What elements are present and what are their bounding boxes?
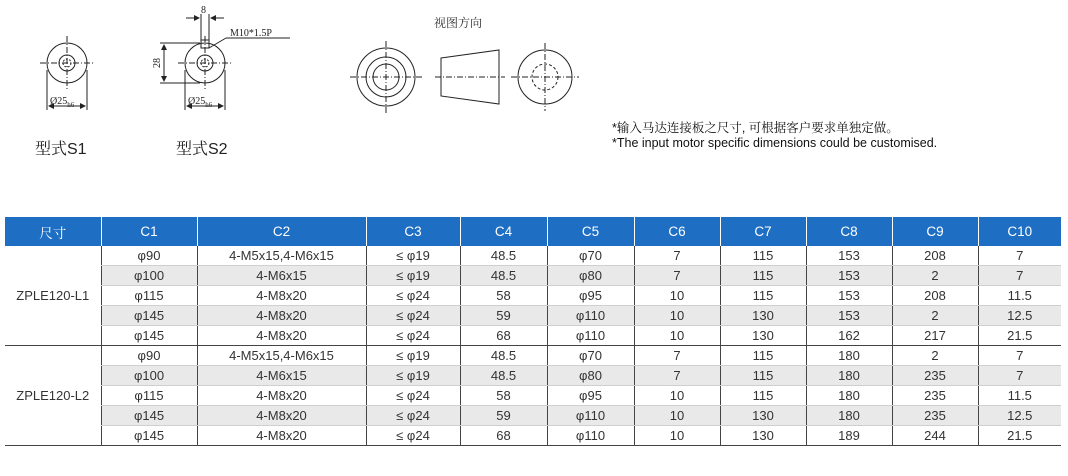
table-cell: 4-M8x20 xyxy=(197,326,366,346)
table-cell: 48.5 xyxy=(460,266,547,286)
model-cell: ZPLE120-L1 xyxy=(5,246,101,346)
s1-label: 型式S1 xyxy=(35,141,87,158)
table-cell: ≤ φ24 xyxy=(366,286,460,306)
table-cell: 12.5 xyxy=(978,406,1061,426)
table-cell: 48.5 xyxy=(460,346,547,366)
table-cell: 11.5 xyxy=(978,286,1061,306)
view-side-drawing xyxy=(435,50,505,104)
table-cell: 130 xyxy=(720,306,806,326)
view-direction-label: 视图方向 xyxy=(434,16,483,30)
table-row xyxy=(5,246,1061,266)
table-cell: φ80 xyxy=(547,266,634,286)
table-cell: ≤ φ19 xyxy=(366,246,460,266)
table-cell: 4-M6x15 xyxy=(197,266,366,286)
table-cell: 115 xyxy=(720,366,806,386)
table-cell: 4-M5x15,4-M6x15 xyxy=(197,246,366,266)
header-c3: C3 xyxy=(366,217,460,246)
table-cell: φ110 xyxy=(547,406,634,426)
s2-thread-label: M10*1.5P xyxy=(230,28,272,39)
table-cell: 115 xyxy=(720,386,806,406)
header-c10: C10 xyxy=(978,217,1061,246)
table-row xyxy=(5,346,1061,366)
table-row xyxy=(5,266,1061,286)
table-cell: 162 xyxy=(806,326,892,346)
table-cell: 10 xyxy=(634,406,720,426)
table-cell: φ145 xyxy=(101,426,197,446)
table-cell: 7 xyxy=(978,246,1061,266)
table-cell: 180 xyxy=(806,406,892,426)
table-cell: 12.5 xyxy=(978,306,1061,326)
table-cell: 7 xyxy=(634,346,720,366)
header-c2: C2 xyxy=(197,217,366,246)
header-c7: C7 xyxy=(720,217,806,246)
table-cell: 7 xyxy=(634,366,720,386)
table-cell: 10 xyxy=(634,386,720,406)
table-cell: 4-M5x15,4-M6x15 xyxy=(197,346,366,366)
table-cell: ≤ φ19 xyxy=(366,266,460,286)
table-cell: 10 xyxy=(634,306,720,326)
table-cell: 153 xyxy=(806,246,892,266)
table-cell: 68 xyxy=(460,326,547,346)
table-cell: 21.5 xyxy=(978,426,1061,446)
table-cell: 2 xyxy=(892,306,978,326)
table-cell: 115 xyxy=(720,286,806,306)
header-c9: C9 xyxy=(892,217,978,246)
table-cell: 208 xyxy=(892,286,978,306)
table-cell: 208 xyxy=(892,246,978,266)
table-cell: 21.5 xyxy=(978,326,1061,346)
table-cell: 4-M8x20 xyxy=(197,426,366,446)
table-cell: φ90 xyxy=(101,346,197,366)
table-cell: φ70 xyxy=(547,246,634,266)
table-cell: 217 xyxy=(892,326,978,346)
table-cell: φ110 xyxy=(547,326,634,346)
table-cell: 59 xyxy=(460,306,547,326)
table-cell: 4-M6x15 xyxy=(197,366,366,386)
table-cell: φ145 xyxy=(101,326,197,346)
table-cell: 153 xyxy=(806,266,892,286)
table-cell: 115 xyxy=(720,346,806,366)
table-cell: 235 xyxy=(892,406,978,426)
table-cell: 11.5 xyxy=(978,386,1061,406)
table-cell: 4-M8x20 xyxy=(197,386,366,406)
table-cell: 7 xyxy=(978,346,1061,366)
table-cell: φ95 xyxy=(547,386,634,406)
group-l1 xyxy=(5,246,1061,346)
table-cell: 130 xyxy=(720,326,806,346)
table-row xyxy=(5,326,1061,346)
model-cell: ZPLE120-L2 xyxy=(5,346,101,446)
table-cell: ≤ φ24 xyxy=(366,326,460,346)
table-cell: 4-M8x20 xyxy=(197,406,366,426)
header-c6: C6 xyxy=(634,217,720,246)
table-cell: 244 xyxy=(892,426,978,446)
table-cell: 10 xyxy=(634,326,720,346)
table-cell: φ80 xyxy=(547,366,634,386)
header-size: 尺寸 xyxy=(5,217,101,246)
table-cell: ≤ φ19 xyxy=(366,366,460,386)
table-cell: 58 xyxy=(460,386,547,406)
table-cell: 4-M8x20 xyxy=(197,306,366,326)
table-cell: φ100 xyxy=(101,266,197,286)
table-cell: φ90 xyxy=(101,246,197,266)
table-row xyxy=(5,306,1061,326)
table-cell: φ100 xyxy=(101,366,197,386)
table-cell: ≤ φ24 xyxy=(366,406,460,426)
note-en: *The input motor specific dimensions could be customised. xyxy=(612,136,938,150)
table-cell: 180 xyxy=(806,346,892,366)
table-cell: 7 xyxy=(634,266,720,286)
shaft-drawings xyxy=(0,0,620,180)
table-cell: 7 xyxy=(978,266,1061,286)
table-cell: 7 xyxy=(978,366,1061,386)
table-cell: 153 xyxy=(806,286,892,306)
table-row xyxy=(5,406,1061,426)
table-cell: 115 xyxy=(720,246,806,266)
note-cn: *输入马达连接板之尺寸, 可根据客户要求单独定做。 xyxy=(612,121,899,135)
table-cell: 2 xyxy=(892,346,978,366)
table-cell: 2 xyxy=(892,266,978,286)
table-cell: 130 xyxy=(720,426,806,446)
s2-side-dim: 28 xyxy=(152,58,163,68)
table-row xyxy=(5,366,1061,386)
table-cell: φ70 xyxy=(547,346,634,366)
dimension-table xyxy=(5,217,1061,446)
table-cell: 115 xyxy=(720,266,806,286)
table-cell: φ145 xyxy=(101,406,197,426)
table-row xyxy=(5,386,1061,406)
table-cell: ≤ φ24 xyxy=(366,386,460,406)
table-cell: ≤ φ19 xyxy=(366,346,460,366)
header-c4: C4 xyxy=(460,217,547,246)
table-cell: φ110 xyxy=(547,306,634,326)
table-cell: 48.5 xyxy=(460,366,547,386)
group-l2 xyxy=(5,346,1061,446)
table-cell: 10 xyxy=(634,426,720,446)
table-cell: 48.5 xyxy=(460,246,547,266)
s1-diameter-dim: $Ø25_{h6}$ xyxy=(50,96,75,109)
table-cell: φ145 xyxy=(101,306,197,326)
table-cell: 7 xyxy=(634,246,720,266)
table-cell: 180 xyxy=(806,386,892,406)
table-cell: 10 xyxy=(634,286,720,306)
table-row xyxy=(5,426,1061,446)
s2-top-dim: 8 xyxy=(201,5,206,16)
table-cell: 180 xyxy=(806,366,892,386)
table-cell: 59 xyxy=(460,406,547,426)
table-cell: 235 xyxy=(892,386,978,406)
table-cell: 4-M8x20 xyxy=(197,286,366,306)
table-cell: 58 xyxy=(460,286,547,306)
header-c1: C1 xyxy=(101,217,197,246)
table-cell: φ115 xyxy=(101,286,197,306)
table-cell: ≤ φ24 xyxy=(366,426,460,446)
table-cell: 153 xyxy=(806,306,892,326)
table-cell: φ115 xyxy=(101,386,197,406)
header-c5: C5 xyxy=(547,217,634,246)
view-front-drawing xyxy=(350,41,422,113)
table-cell: 68 xyxy=(460,426,547,446)
customization-note xyxy=(612,121,937,151)
table-cell: 235 xyxy=(892,366,978,386)
header-c8: C8 xyxy=(806,217,892,246)
table-cell: 189 xyxy=(806,426,892,446)
table-cell: ≤ φ24 xyxy=(366,306,460,326)
s2-diameter-dim: $Ø25_{h6}$ xyxy=(188,96,213,109)
table-row xyxy=(5,286,1061,306)
table-cell: φ95 xyxy=(547,286,634,306)
table-cell: 130 xyxy=(720,406,806,426)
view-back-drawing xyxy=(511,43,579,111)
s2-label: 型式S2 xyxy=(176,141,228,158)
table-header-row xyxy=(5,217,1061,246)
table-cell: φ110 xyxy=(547,426,634,446)
